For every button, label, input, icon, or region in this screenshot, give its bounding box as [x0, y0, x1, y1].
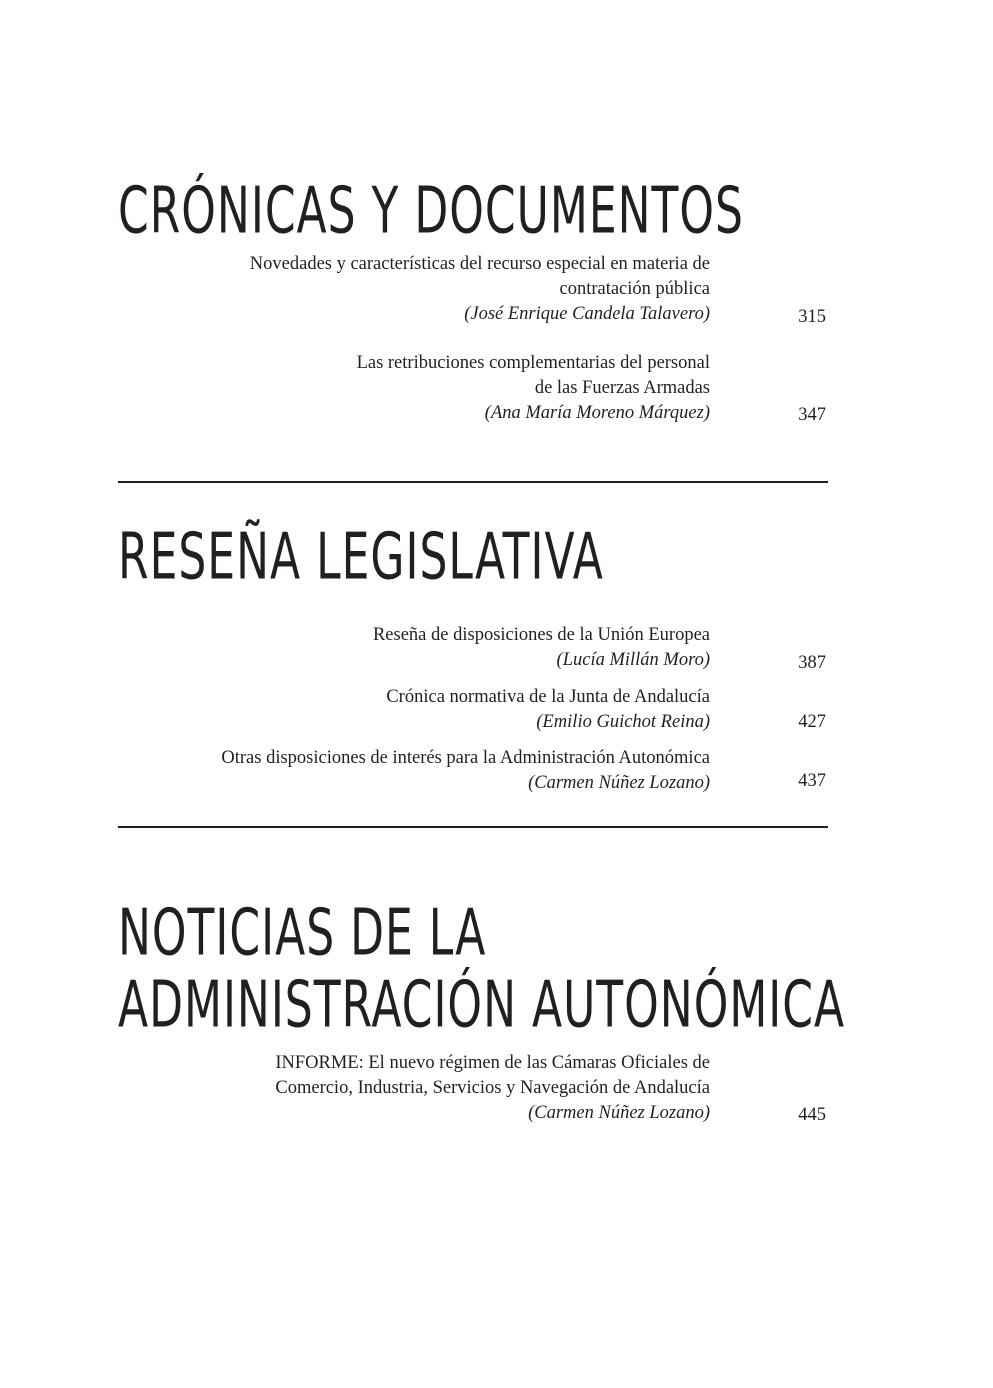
toc-entry[interactable]	[118, 1051, 828, 1128]
entry-author: (José Enrique Candela Talavero)	[464, 304, 710, 324]
entry-title-line: Comercio, Industria, Servicios y Navegación de Andalucía	[275, 1078, 710, 1098]
page-number: 387	[798, 653, 826, 673]
entry-title-line: INFORME: El nuevo régimen de las Cámaras Oficiales de	[275, 1053, 710, 1073]
toc-entry[interactable]	[118, 252, 828, 330]
entry-title-line: Crónica normativa de la Junta de Andalucía	[386, 687, 710, 707]
section-title-noticias-line2: ADMINISTRACIÓN AUTONÓMICA	[118, 968, 846, 1043]
toc-entry[interactable]	[118, 351, 828, 428]
entry-title-line: Las retribuciones complementarias del personal	[356, 353, 710, 373]
entry-title-line: Novedades y características del recurso especial en materia de	[249, 254, 710, 274]
entry-title-line: de las Fuerzas Armadas	[534, 378, 710, 398]
toc-entry[interactable]	[118, 746, 828, 794]
section-title-cronicas: CRÓNICAS Y DOCUMENTOS	[118, 174, 744, 249]
section-title-noticias: NOTICIAS DE LA	[118, 896, 487, 971]
section-title-resena: RESEÑA LEGISLATIVA	[118, 520, 604, 595]
section-divider	[118, 826, 828, 828]
entry-author: (Emilio Guichot Reina)	[536, 712, 710, 732]
entry-title-line: contratación pública	[559, 279, 710, 299]
page-number: 347	[798, 405, 826, 425]
entry-title-line: Otras disposiciones de interés para la Administración Autonómica	[221, 748, 710, 768]
section-divider	[118, 481, 828, 483]
entry-title-line: Reseña de disposiciones de la Unión Europea	[372, 625, 710, 645]
page-number: 437	[798, 771, 826, 791]
page-number: 427	[798, 712, 826, 732]
page-number: 445	[798, 1105, 826, 1125]
page-number: 315	[798, 307, 826, 327]
toc-entry[interactable]	[118, 685, 828, 735]
toc-entry[interactable]	[118, 623, 828, 676]
entry-author: (Ana María Moreno Márquez)	[484, 403, 710, 423]
entry-author: (Lucía Millán Moro)	[556, 650, 710, 670]
entry-author: (Carmen Núñez Lozano)	[528, 1103, 710, 1123]
entry-author: (Carmen Núñez Lozano)	[528, 773, 710, 793]
